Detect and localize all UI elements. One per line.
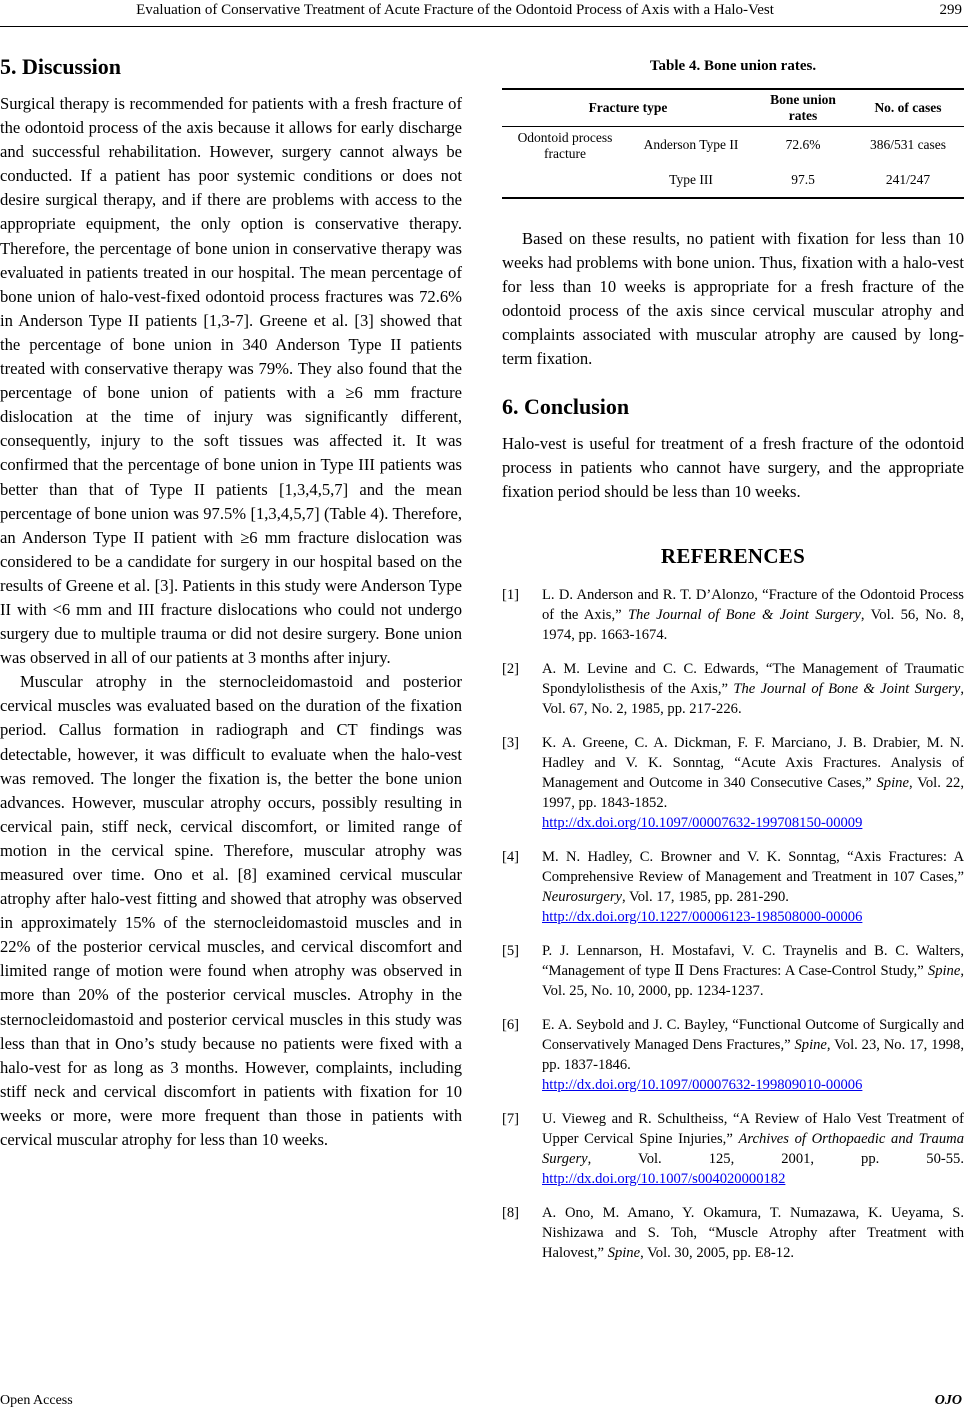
footer-journal: OJO <box>934 1393 962 1408</box>
reference-text: L. D. Anderson and R. T. D’Alonzo, “Fracture of the Odontoid Process of the Axis,” The Journal of Bone & Joint Surgery, Vol. 56, No. 8, 1974, pp. 1663-1674. <box>542 586 964 643</box>
reference-number: [5] <box>502 942 520 959</box>
table-row <box>502 165 964 198</box>
reference-item <box>502 659 964 719</box>
reference-item <box>502 1203 964 1263</box>
reference-item <box>502 847 964 927</box>
rate-cell: 97.5 <box>791 172 815 187</box>
reference-doi-link[interactable]: http://dx.doi.org/10.1097/00007632-199708150-00009 <box>542 814 863 831</box>
reference-item <box>502 941 964 1001</box>
reference-item <box>502 1109 964 1189</box>
header-fracture-type: Fracture type <box>588 100 668 115</box>
reference-journal: Spine <box>927 962 961 979</box>
header-bone-union-rates: Bone union rates <box>770 92 836 123</box>
page-number: 299 <box>939 2 962 18</box>
references-title: REFERENCES <box>660 543 806 568</box>
reference-number: [1] <box>502 586 520 603</box>
reference-number: [4] <box>502 848 520 865</box>
right-column <box>502 54 964 1277</box>
reference-text: M. N. Hadley, C. Browner and V. K. Sonntag, “Axis Fractures: A Comprehensive Review of Management and Treatment in 107 Cases,” Neurosurgery, Vol. 17, 1985, pp. 281-290. http://dx.doi.org/10.1227/00006123-198508000-00006 <box>542 848 964 925</box>
table-caption: Table 4. Bone union rates. <box>649 58 817 74</box>
reference-number: [7] <box>502 1110 520 1127</box>
reference-journal: Neurosurgery <box>542 888 622 905</box>
reference-journal: Spine <box>876 774 909 791</box>
reference-number: [6] <box>502 1016 520 1033</box>
discussion-paragraph-2: Muscular atrophy in the sternocleidomastoid and posterior cervical muscles was evaluated based on the duration of the fixation period. Callus formation in radiograph and CT findings was detectable, however, it was difficult to evaluate when the halo-vest was removed. The longer the fixation is, the better the bone union advances. However, muscular atrophy occurs, possibly resulting in cervical pain, stiff neck, cervical discomfort, or limited range of motion in the cervical spine. Therefore, muscular atrophy was measured over time. Ono et al. [8] examined cervical muscular atrophy after halo-vest fitting and showed that atrophy was observed in approximately 15% of the sternocleidomastoid muscles and in 22% of the posterior cervical muscles, and cervical discomfort and limited range of motion were found when atrophy was observed in more than 20% of the posterior cervical muscles. Atrophy in the sternocleidomastoid and posterior cervical muscles in this study was less than that in Ono’s study because no patients were fixed with a halo-vest for as long as 3 months. However, complaints, including stiff neck and cervical discomfort in patients with fixation for 10 weeks or more, were more frequent than those in patients with cervical muscular atrophy for less than 10 weeks. <box>0 672 462 1150</box>
reference-item <box>502 733 964 833</box>
rate-cell: 72.6% <box>785 137 821 152</box>
reference-text: E. A. Seybold and J. C. Bayley, “Functional Outcome of Surgically and Conservatively Managed Dens Fractures,” Spine, Vol. 23, No. 17, 1998, pp. 1837-1846. http://dx.doi.org/10.1097/00007632-199809010-00006 <box>542 1016 964 1093</box>
reference-doi-link[interactable]: http://dx.doi.org/10.1227/00006123-198508000-00006 <box>542 908 863 925</box>
reference-text: A. M. Levine and C. C. Edwards, “The Management of Traumatic Spondylolisthesis of the Axis,” The Journal of Bone & Joint Surgery, Vol. 67, No. 2, 1985, pp. 217-226. <box>542 660 964 717</box>
group-cell: Odontoid process fracture <box>517 130 613 161</box>
reference-number: [3] <box>502 734 520 751</box>
reference-text: U. Vieweg and R. Schultheiss, “A Review of Halo Vest Treatment of Upper Cervical Spine Injuries,” Archives of Orthopaedic and Trauma Surgery, Vol. 125, 2001, pp. 50-55. http://dx.doi.org/10.1007/s004020000182 <box>542 1110 964 1187</box>
type-cell: Type III <box>669 172 713 187</box>
conclusion-paragraph: Halo-vest is useful for treatment of a fresh fracture of the odontoid process in patients who cannot have surgery, and the appropriate fixation period should be less than 10 weeks. <box>502 433 964 501</box>
reference-text: A. Ono, M. Amano, Y. Okamura, T. Numazawa, K. Ueyama, S. Nishizawa and S. Toh, “Muscle Atrophy after Treatment with Halovest,” Spine, Vol. 30, 2005, pp. E8-12. <box>542 1204 964 1261</box>
reference-journal: Archives of Orthopaedic and Trauma Surgery <box>542 1130 964 1167</box>
table-header-row <box>502 89 964 127</box>
footer-open-access: Open Access <box>0 1393 73 1408</box>
reference-number: [2] <box>502 660 520 677</box>
reference-number: [8] <box>502 1204 520 1221</box>
reference-item <box>502 1015 964 1095</box>
discussion-heading: 5. Discussion <box>0 54 122 79</box>
cases-cell: 386/531 cases <box>869 137 947 152</box>
running-header <box>0 0 968 27</box>
reference-doi-link[interactable]: http://dx.doi.org/10.1097/00007632-199809010-00006 <box>542 1076 863 1093</box>
discussion-paragraph-1: Surgical therapy is recommended for patients with a fresh fracture of the odontoid process of the axis because it allows for early discharge and successful rehabilitation. However, surgery cannot always be conducted. If a patient has poor systemic conditions or does not desire surgical therapy, and if there are problems with access to the appropriate equipment, the only option is conservative therapy. Therefore, the percentage of bone union in conservative therapy was evaluated in patients treated in our hospital. The mean percentage of bone union of halo-vest-fixed odontoid process fractures was 72.6% in Anderson Type II patients [1,3-7]. Greene et al. [3] showed that the percentage of bone union in 340 Anderson Type II patients treated with conservative therapy was 79%. They also found that the percentage of bone union of patients with a ≥6 mm fracture dislocation at the time of injury was significantly different, consequently, injury to the soft tissues was affected it. It was confirmed that the percentage of bone union in Type III patients was better than that of Type II patients [1,3,4,5,7] and the mean percentage of bone union was 97.5% [1,3,4,5,7] (Table 4). Therefore, an Anderson Type II patient with ≥6 mm fracture dislocation was considered to be a candidate for surgery in our hospital based on the results of Greene et al. [3]. Patients in this study were Anderson Type II with <6 mm and III fracture dislocations who could not undergo surgery due to multiple trauma or did not desire surgery. Bone union was observed in all of our patients at 3 months after injury. <box>0 94 462 668</box>
reference-doi-link[interactable]: http://dx.doi.org/10.1007/s004020000182 <box>542 1170 786 1187</box>
group-cell-empty <box>502 165 628 198</box>
reference-journal: The Journal of Bone & Joint Surgery <box>627 606 861 623</box>
bone-union-table <box>502 88 964 199</box>
reference-list <box>502 585 964 1263</box>
reference-journal: Spine <box>794 1036 827 1053</box>
left-column <box>0 54 462 1152</box>
reference-text: P. J. Lennarson, H. Mostafavi, V. C. Traynelis and B. C. Walters, “Management of type Ⅱ Dens Fractures: A Case-Control Study,” Spine, Vol. 25, No. 10, 2000, pp. 1234-1237. <box>542 942 964 999</box>
reference-text: K. A. Greene, C. A. Dickman, F. F. Marciano, J. B. Drabier, M. N. Hadley and V. K. Sonntag, “Acute Axis Fractures. Analysis of Management and Outcome in 340 Consecutive Cases,” Spine, Vol. 22, 1997, pp. 1843-1852. http://dx.doi.org/10.1097/00007632-199708150-00009 <box>542 734 964 831</box>
header-no-of-cases: No. of cases <box>874 100 942 115</box>
conclusion-heading: 6. Conclusion <box>502 393 630 419</box>
reference-journal: The Journal of Bone & Joint Surgery <box>733 680 961 697</box>
table-row <box>502 127 964 166</box>
results-paragraph: Based on these results, no patient with fixation for less than 10 weeks had problems with bone union. Thus, fixation with a halo-vest for less than 10 weeks is appropriate for a fresh fracture of the odontoid process of the axis since cervical muscular atrophy and complaints associated with muscular atrophy are caused by long-term fixation. <box>502 229 964 369</box>
running-title: Evaluation of Conservative Treatment of Acute Fracture of the Odontoid Process of Axis with a Halo-Vest <box>136 2 774 18</box>
reference-item <box>502 585 964 645</box>
cases-cell: 241/247 <box>885 172 931 187</box>
type-cell: Anderson Type II <box>643 137 739 152</box>
reference-journal: Spine <box>607 1244 641 1261</box>
